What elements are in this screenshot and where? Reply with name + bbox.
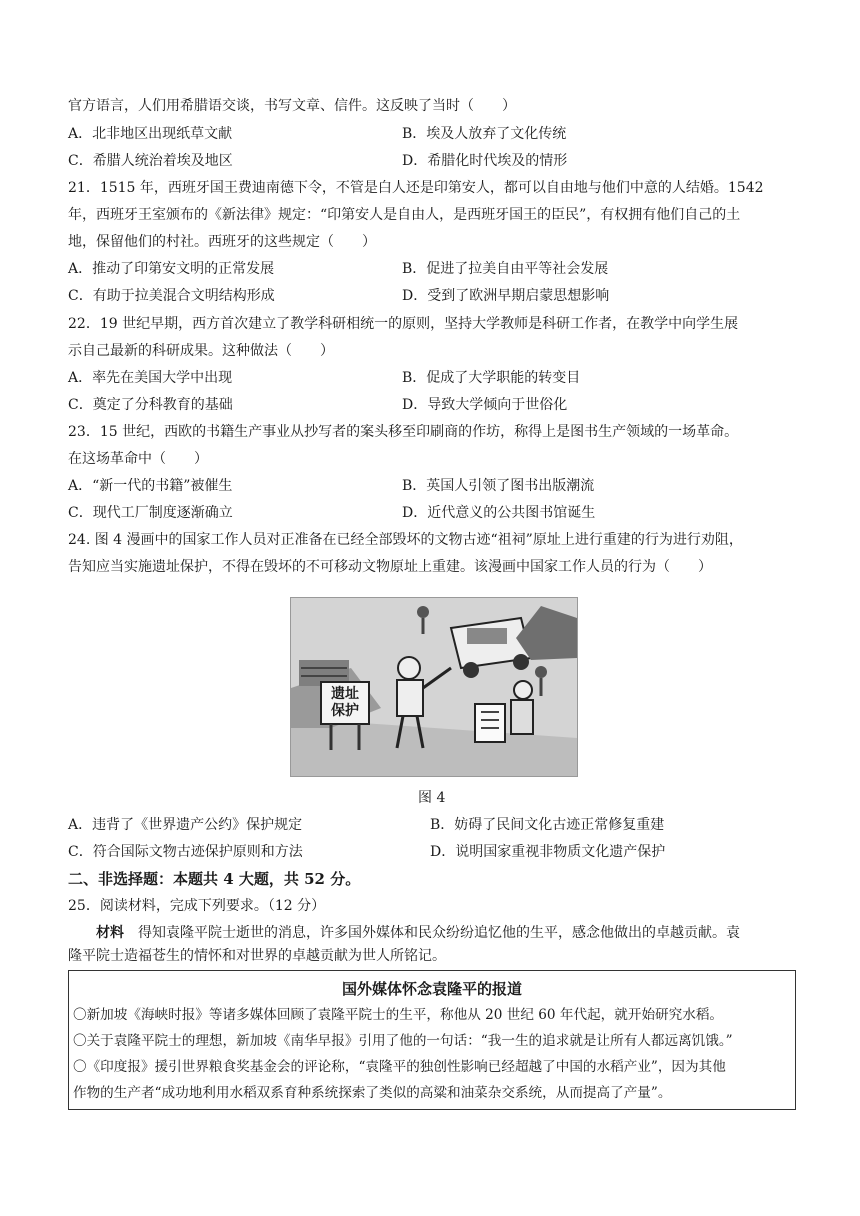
q22-option-b: B．促成了大学职能的转变目 xyxy=(402,370,581,386)
q22-option-a: A．率先在美国大学中出现 xyxy=(68,370,233,386)
q24-option-c: C．符合国际文物古迹保护原则和方法 xyxy=(68,844,303,860)
q21-option-c: C．有助于拉美混合文明结构形成 xyxy=(68,288,275,304)
report-line-2: 〇关于袁隆平院士的理想，新加坡《南华早报》引用了他的一句话：“我一生的追求就是让所有人都远离饥饿。” xyxy=(73,1033,733,1049)
q22-stem-line-2: 示自己最新的科研成果。这种做法（ ） xyxy=(68,343,334,359)
q25-material-text-1: 得知袁隆平院士逝世的消息，许多国外媒体和民众纷纷追忆他的生平，感念他做出的卓越贡献。袁 xyxy=(124,925,740,941)
q25-stem: 25．阅读材料，完成下列要求。（12 分） xyxy=(68,898,326,914)
q23-stem-line-2: 在这场革命中（ ） xyxy=(68,451,208,467)
report-line-1: 〇新加坡《海峡时报》等诸多媒体回顾了袁隆平院士的生平，称他从 20 世纪 60 年代起，就开始研究水稻。 xyxy=(73,1007,724,1023)
report-box xyxy=(68,970,796,1110)
q21-stem-line-2: 年，西班牙王室颁布的《新法律》规定：“印第安人是自由人，是西班牙国王的臣民”，有权拥有他们自己的土 xyxy=(68,207,741,223)
q21-stem-line-3: 地，保留他们的村社。西班牙的这些规定（ ） xyxy=(68,234,376,250)
q21-option-b: B．促进了拉美自由平等社会发展 xyxy=(402,261,609,277)
q22-option-d: D．导致大学倾向于世俗化 xyxy=(402,397,568,413)
q24-option-a: A．违背了《世界遗产公约》保护规定 xyxy=(68,817,303,833)
q23-option-a: A．“新一代的书籍”被催生 xyxy=(68,478,233,494)
q20-stem: 官方语言，人们用希腊语交谈，书写文章、信件。这反映了当时（ ） xyxy=(68,98,516,114)
q25-material-line-2: 隆平院士造福苍生的情怀和对世界的卓越贡献为世人所铭记。 xyxy=(68,948,446,964)
q20-option-b: B．埃及人放弃了文化传统 xyxy=(402,126,567,142)
q22-option-c: C．奠定了分科教育的基础 xyxy=(68,397,233,413)
q23-stem-line-1: 23．15 世纪，西欧的书籍生产事业从抄写者的案头移至印刷商的作坊，称得上是图书生产领域的一场革命。 xyxy=(68,424,739,440)
q24-option-b: B．妨碍了民间文化古迹正常修复重建 xyxy=(430,817,665,833)
q24-stem-line-2: 告知应当实施遗址保护，不得在毁坏的不可移动文物原址上重建。该漫画中国家工作人员的行为（ ） xyxy=(68,559,712,575)
section-heading: 二、非选择题：本题共 4 大题，共 52 分。 xyxy=(68,870,361,888)
heritage-sign-text: 遗址保护 xyxy=(331,686,359,719)
q20-option-d: D．希腊化时代埃及的情形 xyxy=(402,153,568,169)
figure-caption: 图 4 xyxy=(418,790,446,806)
q22-stem-line-1: 22．19 世纪早期，西方首次建立了教学科研相统一的原则，坚持大学教师是科研工作者，在教学中向学生展 xyxy=(68,316,739,332)
report-box-title: 国外媒体怀念袁隆平的报道 xyxy=(341,980,522,998)
q23-option-c: C．现代工厂制度逐渐确立 xyxy=(68,505,233,521)
report-line-4: 作物的生产者“成功地利用水稻双系育种系统探索了类似的高粱和油菜杂交系统，从而提高了产量”。 xyxy=(73,1085,672,1101)
q21-option-d: D．受到了欧洲早期启蒙思想影响 xyxy=(402,288,610,304)
q23-option-b: B．英国人引领了图书出版潮流 xyxy=(402,478,595,494)
q21-stem-line-1: 21．1515 年，西班牙国王费迪南德下令，不管是白人还是印第安人，都可以自由地与他们中意的人结婚。1542 xyxy=(68,180,764,196)
q23-option-d: D．近代意义的公共图书馆诞生 xyxy=(402,505,596,521)
material-label: 材料 xyxy=(96,925,124,941)
q25-material-line-1 xyxy=(96,923,740,943)
report-line-3: 〇《印度报》援引世界粮食奖基金会的评论称，“袁隆平的独创性影响已经超越了中国的水稻产业”，因为其他 xyxy=(73,1059,726,1075)
cartoon-figure-4 xyxy=(290,597,578,777)
q20-option-c: C．希腊人统治着埃及地区 xyxy=(68,153,233,169)
q20-option-a: A．北非地区出现纸草文献 xyxy=(68,126,233,142)
q24-stem-line-1: 24. 图 4 漫画中的国家工作人员对正准备在已经全部毁坏的文物古迹“祖祠”原址上进行重建的行为进行劝阻， xyxy=(68,532,743,548)
q21-option-a: A．推动了印第安文明的正常发展 xyxy=(68,261,275,277)
q24-option-d: D．说明国家重视非物质文化遗产保护 xyxy=(430,844,666,860)
